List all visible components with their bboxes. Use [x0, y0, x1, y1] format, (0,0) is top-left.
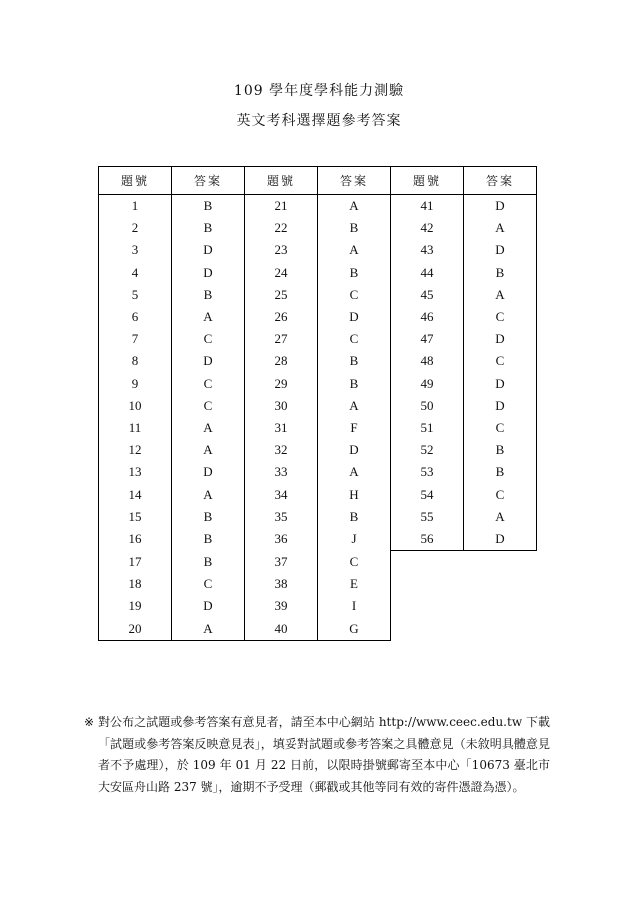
empty-cell: [391, 595, 464, 617]
table-row: [99, 595, 537, 617]
question-number-cell: 10: [99, 395, 172, 417]
answer-cell: D: [464, 528, 537, 551]
table-row: [99, 461, 537, 483]
answer-cell: C: [318, 328, 391, 350]
table-row: [99, 439, 537, 461]
table-row: [99, 328, 537, 350]
question-number-cell: 15: [99, 506, 172, 528]
answer-cell: A: [172, 439, 245, 461]
question-number-cell: 18: [99, 573, 172, 595]
question-number-cell: 16: [99, 528, 172, 551]
question-number-cell: 23: [245, 239, 318, 261]
question-number-cell: 21: [245, 195, 318, 218]
answer-cell: B: [318, 262, 391, 284]
question-number-cell: 24: [245, 262, 318, 284]
question-number-cell: 32: [245, 439, 318, 461]
question-number-cell: 12: [99, 439, 172, 461]
header-question-number: 題號: [391, 167, 464, 195]
question-number-cell: 29: [245, 373, 318, 395]
header-question-number: 題號: [245, 167, 318, 195]
question-number-cell: 42: [391, 217, 464, 239]
table-row: [99, 528, 537, 551]
table-row: [99, 239, 537, 261]
question-number-cell: 54: [391, 483, 464, 505]
header-answer: 答案: [172, 167, 245, 195]
answer-cell: C: [464, 306, 537, 328]
answer-cell: A: [318, 461, 391, 483]
question-number-cell: 37: [245, 551, 318, 574]
table-row: [99, 373, 537, 395]
empty-cell: [464, 551, 537, 574]
answer-cell: B: [464, 439, 537, 461]
table-row: [99, 350, 537, 372]
table-row: [99, 195, 537, 218]
question-number-cell: 13: [99, 461, 172, 483]
answer-cell: J: [318, 528, 391, 551]
question-number-cell: 41: [391, 195, 464, 218]
empty-cell: [391, 551, 464, 574]
answer-cell: B: [172, 284, 245, 306]
answer-cell: A: [464, 284, 537, 306]
question-number-cell: 14: [99, 483, 172, 505]
answer-cell: B: [464, 262, 537, 284]
table-row: [99, 217, 537, 239]
answer-cell: B: [318, 373, 391, 395]
exam-title: 109 學年度學科能力測驗: [233, 83, 405, 99]
table-row: [99, 506, 537, 528]
answer-cell: F: [318, 417, 391, 439]
answer-key-subtitle: 英文考科選擇題參考答案: [236, 113, 402, 129]
question-number-cell: 7: [99, 328, 172, 350]
header-answer: 答案: [464, 167, 537, 195]
question-number-cell: 20: [99, 618, 172, 641]
question-number-cell: 35: [245, 506, 318, 528]
answer-cell: C: [464, 350, 537, 372]
answer-cell: C: [318, 551, 391, 574]
question-number-cell: 43: [391, 239, 464, 261]
question-number-cell: 39: [245, 595, 318, 617]
appeal-note: [84, 712, 550, 798]
answer-cell: B: [172, 528, 245, 551]
appeal-note-text: 對公布之試題或參考答案有意見者，請至本中心網站 http://www.ceec.edu.tw 下載「試題或參考答案反映意見表」，填妥對試題或參考答案之具體意見（未敘明具體意見者不予處理），於 109 年 01 月 22 日前，以限時掛號郵寄至本中心「10673 臺北市大安區舟山路 237 號」，逾期不予受理（郵戳或其他等同有效的寄件憑證為憑）。: [98, 715, 550, 794]
header-answer: 答案: [318, 167, 391, 195]
question-number-cell: 30: [245, 395, 318, 417]
answer-cell: C: [172, 328, 245, 350]
answer-cell: B: [172, 217, 245, 239]
question-number-cell: 33: [245, 461, 318, 483]
empty-cell: [391, 618, 464, 641]
answer-cell: D: [172, 461, 245, 483]
question-number-cell: 27: [245, 328, 318, 350]
question-number-cell: 28: [245, 350, 318, 372]
table-row: [99, 573, 537, 595]
question-number-cell: 34: [245, 483, 318, 505]
answer-cell: D: [464, 328, 537, 350]
answer-cell: G: [318, 618, 391, 641]
answer-cell: B: [318, 506, 391, 528]
answer-cell: A: [172, 417, 245, 439]
question-number-cell: 52: [391, 439, 464, 461]
answer-cell: A: [464, 217, 537, 239]
empty-cell: [464, 573, 537, 595]
table-row: [99, 284, 537, 306]
question-number-cell: 50: [391, 395, 464, 417]
answer-cell: C: [172, 573, 245, 595]
answer-cell: B: [464, 461, 537, 483]
table-row: [99, 618, 537, 641]
answer-cell: A: [318, 239, 391, 261]
answer-cell: H: [318, 483, 391, 505]
table-row: [99, 306, 537, 328]
table-row: [99, 262, 537, 284]
answer-cell: C: [172, 395, 245, 417]
answer-cell: B: [172, 506, 245, 528]
answer-cell: D: [464, 195, 537, 218]
question-number-cell: 9: [99, 373, 172, 395]
question-number-cell: 2: [99, 217, 172, 239]
answer-cell: D: [172, 262, 245, 284]
question-number-cell: 56: [391, 528, 464, 551]
answer-cell: A: [172, 483, 245, 505]
question-number-cell: 4: [99, 262, 172, 284]
question-number-cell: 11: [99, 417, 172, 439]
answer-cell: D: [172, 350, 245, 372]
question-number-cell: 46: [391, 306, 464, 328]
question-number-cell: 5: [99, 284, 172, 306]
question-number-cell: 47: [391, 328, 464, 350]
question-number-cell: 53: [391, 461, 464, 483]
answer-cell: D: [172, 239, 245, 261]
table-row: [99, 395, 537, 417]
answer-cell: A: [464, 506, 537, 528]
answer-cell: I: [318, 595, 391, 617]
question-number-cell: 48: [391, 350, 464, 372]
question-number-cell: 44: [391, 262, 464, 284]
question-number-cell: 26: [245, 306, 318, 328]
question-number-cell: 31: [245, 417, 318, 439]
question-number-cell: 51: [391, 417, 464, 439]
question-number-cell: 25: [245, 284, 318, 306]
answer-cell: C: [318, 284, 391, 306]
answer-cell: C: [464, 417, 537, 439]
question-number-cell: 55: [391, 506, 464, 528]
answer-table: [98, 166, 537, 641]
answer-cell: C: [464, 483, 537, 505]
empty-cell: [464, 595, 537, 617]
question-number-cell: 8: [99, 350, 172, 372]
answer-cell: B: [172, 551, 245, 574]
answer-cell: A: [318, 395, 391, 417]
empty-cell: [391, 573, 464, 595]
empty-cell: [464, 618, 537, 641]
header-question-number: 題號: [99, 167, 172, 195]
answer-cell: B: [318, 217, 391, 239]
reference-mark: ※: [84, 715, 95, 729]
question-number-cell: 19: [99, 595, 172, 617]
question-number-cell: 36: [245, 528, 318, 551]
answer-cell: E: [318, 573, 391, 595]
table-row: [99, 417, 537, 439]
answer-cell: B: [172, 195, 245, 218]
question-number-cell: 49: [391, 373, 464, 395]
question-number-cell: 17: [99, 551, 172, 574]
question-number-cell: 22: [245, 217, 318, 239]
question-number-cell: 45: [391, 284, 464, 306]
question-number-cell: 6: [99, 306, 172, 328]
answer-cell: D: [464, 373, 537, 395]
answer-cell: C: [172, 373, 245, 395]
question-number-cell: 3: [99, 239, 172, 261]
answer-cell: A: [172, 306, 245, 328]
question-number-cell: 40: [245, 618, 318, 641]
answer-cell: D: [464, 395, 537, 417]
answer-cell: D: [318, 439, 391, 461]
answer-cell: D: [464, 239, 537, 261]
answer-cell: D: [318, 306, 391, 328]
question-number-cell: 1: [99, 195, 172, 218]
answer-cell: D: [172, 595, 245, 617]
answer-cell: A: [318, 195, 391, 218]
table-header-row: [99, 167, 537, 195]
answer-cell: B: [318, 350, 391, 372]
answer-cell: A: [172, 618, 245, 641]
question-number-cell: 38: [245, 573, 318, 595]
table-row: [99, 551, 537, 574]
table-row: [99, 483, 537, 505]
